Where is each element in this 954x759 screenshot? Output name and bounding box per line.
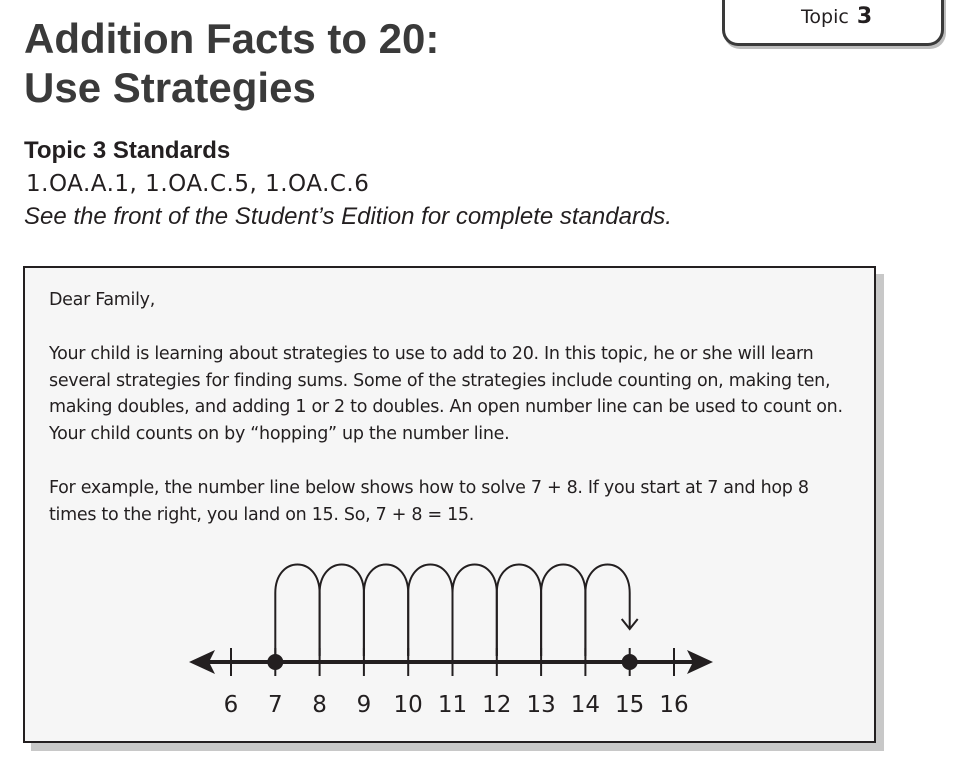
hop-arc-8 (585, 565, 629, 657)
hop-arc-3 (364, 565, 408, 657)
hop-arcs (275, 565, 637, 657)
hop-arc-7 (541, 565, 585, 657)
title-line-2: Use Strategies (24, 64, 316, 111)
tick-label-11: 11 (437, 692, 468, 718)
tick-label-15: 15 (615, 692, 645, 718)
standards-heading: Topic 3 Standards (24, 137, 231, 164)
tick-label-16: 16 (659, 692, 689, 718)
tick-label-7: 7 (267, 692, 283, 718)
topic-number: 3 (856, 4, 873, 29)
hop-arc-4 (408, 565, 452, 657)
tick-label-8: 8 (312, 692, 327, 718)
hop-arc-6 (497, 565, 541, 657)
end-dot (622, 654, 638, 670)
hop-arc-1 (275, 565, 319, 657)
family-letter-box (23, 266, 876, 743)
tick-labels (224, 692, 689, 718)
tick-label-6: 6 (223, 692, 239, 718)
start-dot (267, 654, 283, 670)
tick-label-9: 9 (356, 692, 372, 718)
topic-tab (722, 0, 944, 46)
number-line-diagram (25, 268, 874, 741)
letter-paragraph-2: For example, the number line below shows how to solve 7 + 8. If you start at 7 and hop 8 times to the right, you land on 15. So, 7 + 8 = 15. (49, 478, 809, 525)
title-line-1: Addition Facts to 20: (24, 15, 440, 62)
tick-label-12: 12 (482, 692, 512, 718)
letter-paragraph-1: Your child is learning about strategies to use to add to 20. In this topic, he or she will learn several strategies for finding sums. Some of the strategies include counting on, making ten, making doubles, and adding 1 or 2 to doubles. An open number line can be used to count on. Your child counts on by “hopping” up the number line. (49, 344, 843, 444)
tick-label-13: 13 (526, 692, 556, 718)
hop-arc-5 (453, 565, 497, 657)
tick-label-14: 14 (570, 692, 601, 718)
hop-arc-2 (320, 565, 364, 657)
letter-greeting: Dear Family, (49, 290, 155, 310)
standards-codes: 1.OA.A.1, 1.OA.C.5, 1.OA.C.6 (26, 171, 370, 197)
page-title (24, 14, 439, 112)
standards-note: See the front of the Student’s Edition for complete standards. (24, 203, 672, 230)
tick-label-10: 10 (393, 692, 423, 718)
topic-tab-label: Topic 3 (801, 4, 873, 29)
